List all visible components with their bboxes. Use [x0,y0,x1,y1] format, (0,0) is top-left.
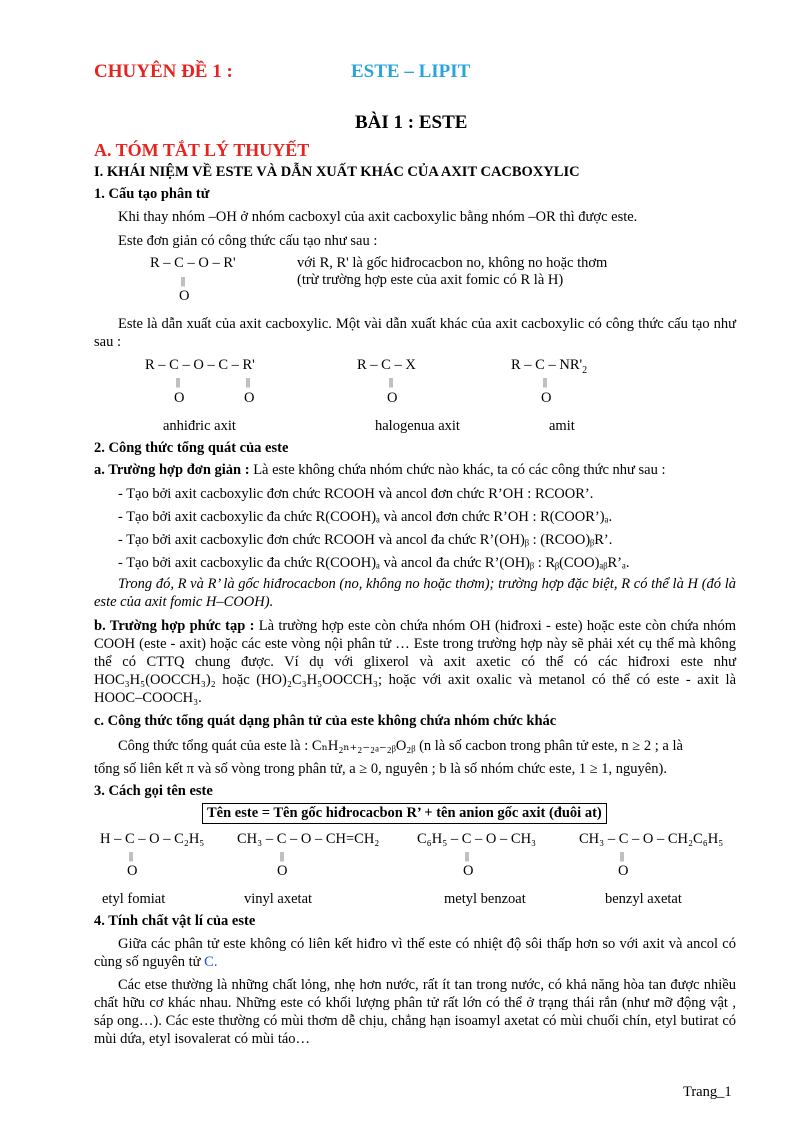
label-amide: amit [549,418,575,434]
s4-para-2: Các etse thường là những chất lỏng, nhẹ hơn nước, rất ít tan trong nước, có khả năng hòa tan được nhiều chất hữu cơ khác nhau. Những este có khối lượng phân tử rất lớn có thể ở trạng thái rắn (như mỡ động vật , sáp ong…). Các este thường có mùi thơm dễ chịu, chẳng hạn isoamyl axetat có mùi chuối chín, etyl butirat có mùi dứa, etyl isovalerat có mùi táo… [94,977,736,1047]
amide-formula: R – C – $NR'_2$ [511,357,588,376]
example-2-name: vinyl axetat [244,891,313,907]
anhydride-bond-2: || [246,377,251,388]
s2b-text: Là trường hợp este còn chứa nhóm OH (hiđroxi - este) hoặc este còn chứa nhóm COOH (este - axit) hoặc các este vòng nội phân tử … Este trong trường hợp này sẽ phải xét cụ thể mà không thể có CTTQ chung được. Ví dụ với glixerol và axit axetic có thể có các hiđroxi este như HOC₃H₅(OOCCH₃)₂ hoặc (HO)₂C₃H₅OOCCH₃; hoặc với axit oxalic và metanol có thể có este - axit là HOOC–COOCH₃. [94,618,736,706]
s1-para-2: Este đơn giản có công thức cấu tạo như sau : [118,233,378,249]
anhydride-oxygen-1: O [174,390,185,406]
example-1-bond: || [129,851,134,862]
halide-bond: || [389,377,394,388]
naming-rule-box: Tên este = Tên gốc hiđrocacbon R’ + tên anion gốc axit (đuôi at) [202,803,607,824]
halide-formula: R – C – X [357,357,416,373]
section-a-heading: A. TÓM TẮT LÝ THUYẾT [94,140,310,160]
example-3-bond: || [465,851,470,862]
example-2-bond: || [280,851,285,862]
example-1-name: etyl fomiat [102,891,166,907]
s1-para-1: Khi thay nhóm –OH ở nhóm cacboxyl của axit cacboxylic bằng nhóm –OR thì được este. [118,209,638,225]
ester-note-2: (trừ trường hợp este của axit fomic có R là H) [297,272,564,288]
page-number: Trang_1 [683,1084,732,1100]
s2-heading: 2. Công thức tổng quát của este [94,440,289,456]
anhydride-formula: R – C – O – C – R' [145,357,255,373]
s4-para-1: Giữa các phân tử este không có liên kết hiđro vì thế este có nhiệt độ sôi thấp hơn so với axit và ancol có cùng số nguyên tử C. [94,936,736,970]
ester-note-1: với R, R' là gốc hiđrocacbon no, không no hoặc thơm [297,255,608,271]
label-anhydride: anhiđric axit [163,418,236,434]
chapter-label: CHUYÊN ĐỀ 1 : [94,61,233,82]
topic-title: ESTE – LIPIT [351,61,471,82]
s2a-text: Là este không chứa nhóm chức nào khác, ta có các công thức như sau : [249,462,666,478]
example-2-oxygen: O [277,863,288,879]
s2a-title: a. Trường hợp đơn giản : [94,462,250,478]
example-4-formula: CH₃ – C – O – CH₂C₆H₅ [579,831,724,847]
label-halide: halogenua axit [375,418,460,434]
s2c-line-2: tổng số liên kết π và số vòng trong phân tử, a ≥ 0, nguyên ; b là số nhóm chức este, 1 ≥ 1, nguyên). [94,761,667,777]
ester-oxygen: O [179,288,190,304]
anhydride-bond-1: || [176,377,181,388]
halide-oxygen: O [387,390,398,406]
s1-para-3: Este là dẫn xuất của axit cacboxylic. Một vài dẫn xuất khác của axit cacboxylic có công thức cấu tạo như sau : [94,316,736,350]
ester-formula: R – C – O – R' [150,255,236,271]
s2c-heading: c. Công thức tổng quát dạng phân tử của este không chứa nhóm chức khác [94,713,557,729]
lesson-title: BÀI 1 : ESTE [355,112,468,133]
s4-heading: 4. Tính chất vật lí của este [94,913,256,929]
example-1-oxygen: O [127,863,138,879]
amide-oxygen: O [541,390,552,406]
highlight-c: C. [204,954,218,970]
anhydride-oxygen-2: O [244,390,255,406]
s2a-bullet-1: - Tạo bởi axit cacboxylic đơn chức RCOOH và ancol đơn chức R’OH : RCOOR’. [118,486,594,502]
s2c-line-1: Công thức tổng quát của este là : CₙH₂ₙ₊₂₋₂ₐ₋₂ᵦO₂ᵦ (n là số cacbon trong phân tử este, n ≥ 2 ; a là [118,738,683,754]
example-1-formula: H – C – O – C₂H₅ [100,831,205,847]
s2a-note: Trong đó, R và R’ là gốc hiđrocacbon (no, không no hoặc thơm); trường hợp đặc biệt, R có thể là H (đó là este của axit fomic H–COOH). [94,576,736,610]
example-4-oxygen: O [618,863,629,879]
s2b-title: b. Trường hợp phức tạp : [94,618,255,634]
ester-double-bond: || [181,276,186,287]
s2a-line [94,461,666,479]
s3-heading: 3. Cách gọi tên este [94,783,213,799]
s1-heading: 1. Cấu tạo phân tử [94,186,210,202]
amide-bond: || [543,377,548,388]
section-i-heading: I. KHÁI NIỆM VỀ ESTE VÀ DẪN XUẤT KHÁC CỦA AXIT CACBOXYLIC [94,164,580,180]
example-3-formula: C₆H₅ – C – O – CH₃ [417,831,537,847]
s2a-bullet-4: - Tạo bởi axit cacboxylic đa chức R(COOH)ₐ và ancol đa chức R’(OH)ᵦ : Rᵦ(COO)ₐᵦR’ₐ. [118,555,630,571]
example-2-formula: CH₃ – C – O – CH=CH₂ [237,831,380,847]
example-4-name: benzyl axetat [605,891,682,907]
example-3-name: metyl benzoat [444,891,526,907]
example-3-oxygen: O [463,863,474,879]
s2a-bullet-3: - Tạo bởi axit cacboxylic đơn chức RCOOH và ancol đa chức R’(OH)ᵦ : (RCOO)ᵦR’. [118,532,613,548]
general-formula: CₙH₂ₙ₊₂₋₂ₐ₋₂ᵦO₂ᵦ [311,738,416,754]
s2a-bullet-2: - Tạo bởi axit cacboxylic đa chức R(COOH)ₐ và ancol đơn chức R’OH : R(COOR’)ₐ. [118,509,613,525]
example-4-bond: || [620,851,625,862]
s2b-paragraph [94,617,736,707]
